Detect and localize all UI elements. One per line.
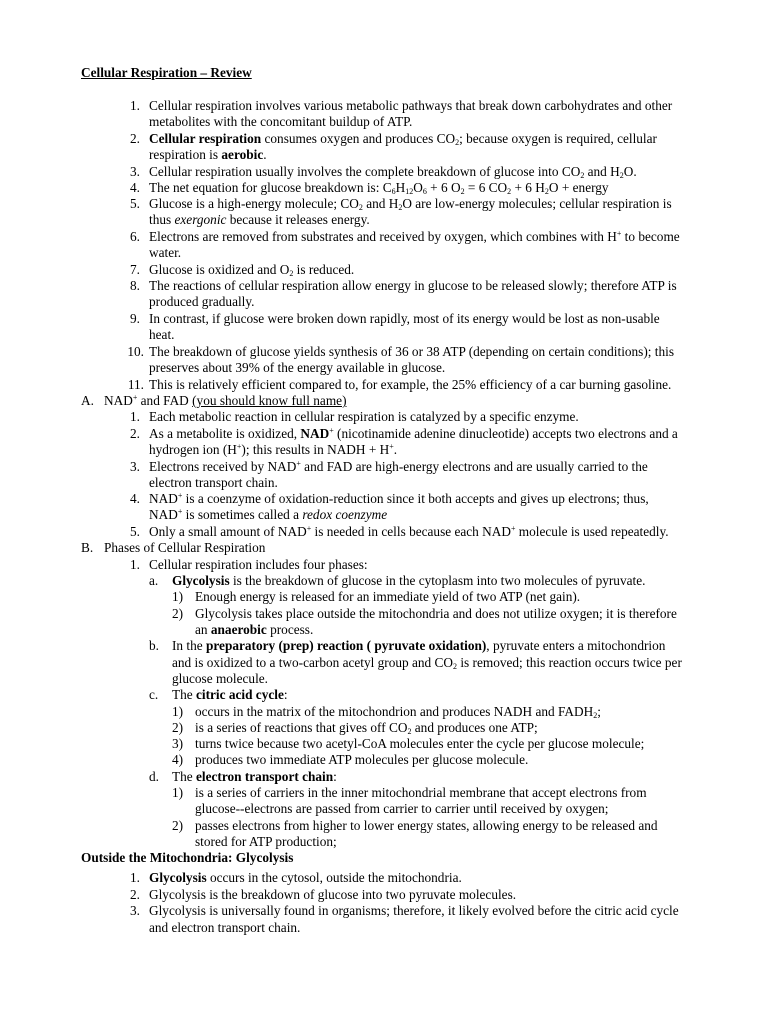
list-item-text: heat. xyxy=(149,327,175,342)
list-marker: 3. xyxy=(130,164,140,179)
list-marker: 8. xyxy=(130,278,140,293)
sub-marker: a. xyxy=(149,573,159,588)
sub-item-text: Glycolysis is the breakdown of glucose in the cytoplasm into two molecules of pyruvate. xyxy=(172,573,646,588)
sub-sub-marker: 1) xyxy=(172,589,184,604)
sub-sub-item-text: an anaerobic process. xyxy=(195,622,314,637)
sub-sub-item-text: passes electrons from higher to lower energy states, allowing energy to be released and xyxy=(195,818,658,833)
sub-sub-item-text: turns twice because two acetyl-CoA molecules enter the cycle per glucose molecule; xyxy=(195,736,645,751)
list-item-text: and electron transport chain. xyxy=(149,920,301,935)
sub-sub-item-text: Enough energy is released for an immediate yield of two ATP (net gain). xyxy=(195,589,581,604)
sub-marker: b. xyxy=(149,638,159,653)
list-item-text: Cellular respiration involves various metabolic pathways that break down carbohydrates and other xyxy=(149,98,673,113)
list-marker: 10. xyxy=(127,344,144,359)
sub-sub-item-text: glucose--electrons are passed from carrier to carrier until received by oxygen; xyxy=(195,801,609,816)
sub-sub-marker: 1) xyxy=(172,785,184,800)
list-item-text: preserves about 39% of the energy available in glucose. xyxy=(149,360,446,375)
list-marker: 2. xyxy=(130,887,140,902)
sub-sub-marker: 1) xyxy=(172,704,184,719)
list-marker: 1. xyxy=(130,98,140,113)
sub-sub-item-text: is a series of carriers in the inner mitochondrial membrane that accept electrons from xyxy=(195,785,647,800)
sub-marker: c. xyxy=(149,687,159,702)
section-a-heading: NAD+ and FAD (you should know full name) xyxy=(104,393,347,408)
list-item-text: Cellular respiration includes four phases: xyxy=(149,557,368,572)
list-marker: 6. xyxy=(130,229,140,244)
section-b-marker: B. xyxy=(81,540,94,555)
list-marker: 3. xyxy=(130,903,140,918)
list-marker: 9. xyxy=(130,311,140,326)
list-item-text: Glycolysis is the breakdown of glucose into two pyruvate molecules. xyxy=(149,887,517,902)
list-item-text: thus exergonic because it releases energy. xyxy=(149,212,370,227)
list-item-text: metabolites with the concomitant buildup of ATP. xyxy=(149,114,413,129)
list-item-text: NAD+ is a coenzyme of oxidation-reduction since it both accepts and gives up electrons; thus, xyxy=(149,491,649,506)
sub-item-text: The electron transport chain: xyxy=(172,769,337,784)
list-item-text: In contrast, if glucose were broken down rapidly, most of its energy would be lost as non-usable xyxy=(149,311,660,326)
list-item-text: The net equation for glucose breakdown is: $C_6H_{12}O_6 + 6$ $O_2 = 6$ $CO_2 + 6$ $H_2O$ + energy xyxy=(149,180,609,196)
list-item-text: hydrogen ion (H+); this results in NADH + H+. xyxy=(149,442,398,457)
sub-item-text: In the preparatory (prep) reaction ( pyruvate oxidation), pyruvate enters a mitochondrion xyxy=(172,638,666,653)
list-item-text: The breakdown of glucose yields synthesis of 36 or 38 ATP (depending on certain conditions); this xyxy=(149,344,675,359)
list-marker: 4. xyxy=(130,180,140,195)
sub-item-text: The citric acid cycle: xyxy=(172,687,288,702)
list-marker: 1. xyxy=(130,409,140,424)
sub-item-text: glucose molecule. xyxy=(172,671,268,686)
list-item-text: NAD+ is sometimes called a redox coenzyme xyxy=(149,507,388,522)
list-marker: 1. xyxy=(130,557,140,572)
list-item-text: Each metabolic reaction in cellular respiration is catalyzed by a specific enzyme. xyxy=(149,409,579,424)
page-title: Cellular Respiration – Review xyxy=(81,65,252,80)
list-item-text: Glucose is oxidized and $O_2$ is reduced. xyxy=(149,262,355,278)
list-item-text: Glucose is a high-energy molecule; $CO_2$ and $H_2O$ are low-energy molecules; cellular respiration is xyxy=(149,196,672,212)
sub-sub-marker: 2) xyxy=(172,818,184,833)
sub-sub-item-text: produces two immediate ATP molecules per glucose molecule. xyxy=(195,752,529,767)
list-item-text: Glycolysis occurs in the cytosol, outside the mitochondria. xyxy=(149,870,462,885)
list-item-text: Electrons are removed from substrates and received by oxygen, which combines with H+ to become xyxy=(149,229,680,244)
list-item-text: water. xyxy=(149,245,182,260)
list-item-text: This is relatively efficient compared to, for example, the 25% efficiency of a car burning gasoline. xyxy=(149,377,672,392)
list-item-text: Electrons received by NAD+ and FAD are high-energy electrons and are usually carried to the xyxy=(149,459,648,474)
list-marker: 5. xyxy=(130,524,140,539)
list-item-text: As a metabolite is oxidized, NAD+ (nicotinamide adenine dinucleotide) accepts two electrons and a xyxy=(149,426,678,441)
list-item-text: Glycolysis is universally found in organisms; therefore, it likely evolved before the citric acid cycle xyxy=(149,903,679,918)
list-marker: 1. xyxy=(130,870,140,885)
section-b-heading: Phases of Cellular Respiration xyxy=(104,540,266,555)
list-marker: 7. xyxy=(130,262,140,277)
sub-sub-marker: 3) xyxy=(172,736,184,751)
list-item-text: respiration is aerobic. xyxy=(149,147,267,162)
list-item-text: produced gradually. xyxy=(149,294,255,309)
list-item-text: The reactions of cellular respiration allow energy in glucose to be released slowly; therefore ATP is xyxy=(149,278,677,293)
list-item-text: Cellular respiration usually involves the complete breakdown of glucose into $CO_2$ and $H_2O$. xyxy=(149,164,637,180)
list-marker: 11. xyxy=(127,377,144,392)
list-marker: 2. xyxy=(130,131,140,146)
sub-sub-marker: 4) xyxy=(172,752,184,767)
list-marker: 2. xyxy=(130,426,140,441)
list-item-text: Only a small amount of NAD+ is needed in cells because each NAD+ molecule is used repeatedly. xyxy=(149,524,669,539)
list-marker: 4. xyxy=(130,491,140,506)
list-marker: 5. xyxy=(130,196,140,211)
sub-sub-item-text: occurs in the matrix of the mitochondrion and produces NADH and $FADH_2$; xyxy=(195,704,601,720)
sub-sub-marker: 2) xyxy=(172,720,184,735)
list-item-text: Cellular respiration consumes oxygen and produces $CO_2$; because oxygen is required, cellular xyxy=(149,131,657,147)
sub-item-text: and is oxidized to a two-carbon acetyl group and $CO_2$ is removed; this reaction occurs twice per xyxy=(172,655,682,671)
sub-sub-item-text: stored for ATP production; xyxy=(195,834,337,849)
sub-sub-item-text: is a series of reactions that gives off $CO_2$ and produces one ATP; xyxy=(195,720,538,736)
list-marker: 3. xyxy=(130,459,140,474)
list-item-text: electron transport chain. xyxy=(149,475,278,490)
sub-sub-marker: 2) xyxy=(172,606,184,621)
section-heading: Outside the Mitochondria: Glycolysis xyxy=(81,850,294,865)
section-a-marker: A. xyxy=(81,393,94,408)
sub-marker: d. xyxy=(149,769,159,784)
sub-sub-item-text: Glycolysis takes place outside the mitochondria and does not utilize oxygen; it is therefore xyxy=(195,606,677,621)
